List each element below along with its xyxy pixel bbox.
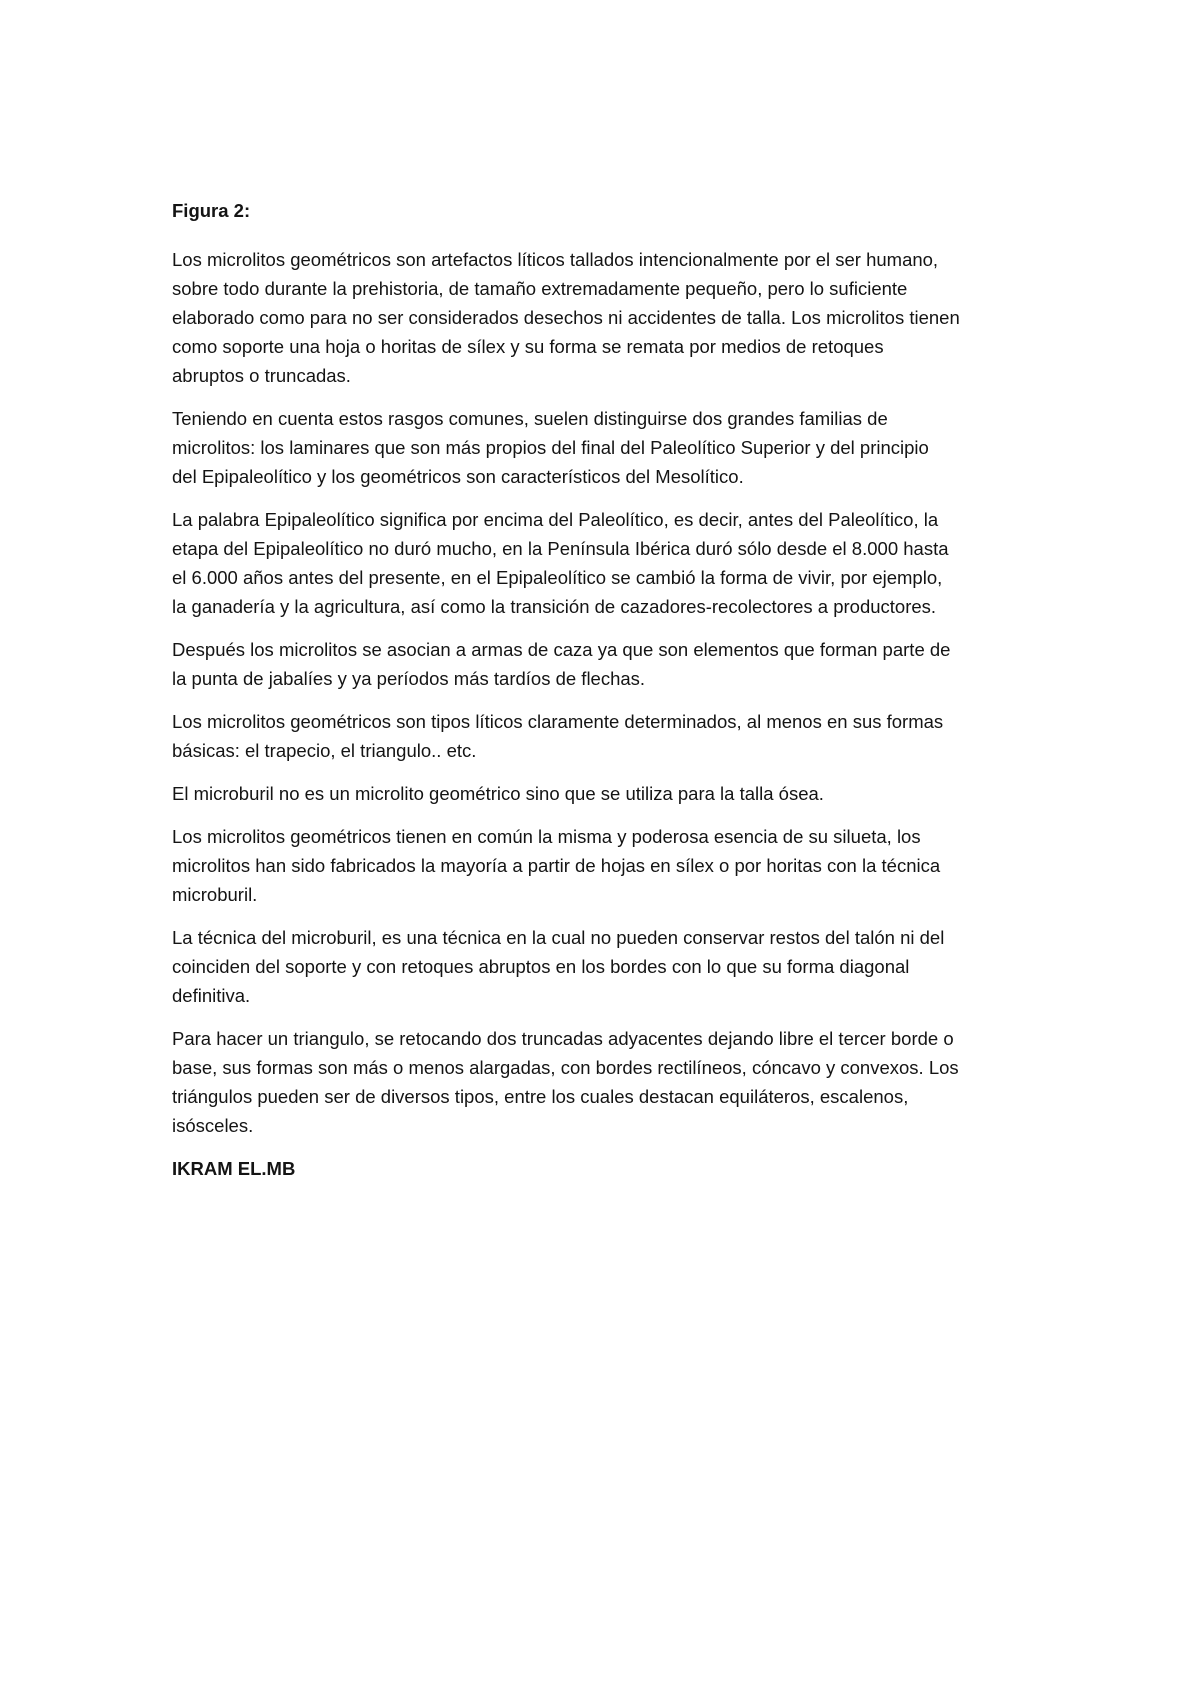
paragraph-line: La técnica del microburil, es una técnica en la cual no pueden conservar restos del talón ni del	[172, 927, 945, 948]
paragraph-line: base, sus formas son más o menos alargadas, con bordes rectilíneos, cóncavo y convexos. Los	[172, 1057, 959, 1078]
paragraph-line: coinciden del soporte y con retoques abruptos en los bordes con lo que su forma diagonal	[172, 956, 910, 977]
paragraph-line: el 6.000 años antes del presente, en el Epipaleolítico se cambió la forma de vivir, por ejemplo,	[172, 567, 943, 588]
paragraph-line: Los microlitos geométricos son tipos líticos claramente determinados, al menos en sus formas	[172, 711, 944, 732]
paragraph-line: microlitos: los laminares que son más propios del final del Paleolítico Superior y del principio	[172, 437, 929, 458]
paragraph-line: elaborado como para no ser considerados desechos ni accidentes de talla. Los microlitos tienen	[172, 307, 960, 328]
paragraph-line: microburil.	[172, 884, 258, 905]
paragraph-line: microlitos han sido fabricados la mayoría a partir de hojas en sílex o por horitas con la técnica	[172, 855, 941, 876]
paragraph-7	[172, 822, 1052, 909]
paragraph-line: Los microlitos geométricos son artefactos líticos tallados intencionalmente por el ser humano,	[172, 249, 939, 270]
paragraph-line: la punta de jabalíes y ya períodos más tardíos de flechas.	[172, 668, 646, 689]
paragraph-1	[172, 245, 1052, 390]
paragraph-4	[172, 635, 1052, 693]
paragraph-line: Los microlitos geométricos tienen en común la misma y poderosa esencia de su silueta, los	[172, 826, 921, 847]
document-body	[172, 196, 1052, 1183]
paragraph-line: isósceles.	[172, 1115, 254, 1136]
paragraph-line: definitiva.	[172, 985, 251, 1006]
paragraph-8	[172, 923, 1052, 1010]
paragraph-line: triángulos pueden ser de diversos tipos, entre los cuales destacan equiláteros, escalenos,	[172, 1086, 909, 1107]
paragraph-5	[172, 707, 1052, 765]
paragraph-line: abruptos o truncadas.	[172, 365, 351, 386]
paragraph-line: del Epipaleolítico y los geométricos son característicos del Mesolítico.	[172, 466, 744, 487]
paragraph-line: sobre todo durante la prehistoria, de tamaño extremadamente pequeño, pero lo suficiente	[172, 278, 908, 299]
paragraph-line: La palabra Epipaleolítico significa por encima del Paleolítico, es decir, antes del Paleolítico, la	[172, 509, 939, 530]
paragraph-2	[172, 404, 1052, 491]
paragraph-line: la ganadería y la agricultura, así como la transición de cazadores-recolectores a productores.	[172, 596, 937, 617]
paragraph-line: Teniendo en cuenta estos rasgos comunes, suelen distinguirse dos grandes familias de	[172, 408, 888, 429]
paragraph-line: etapa del Epipaleolítico no duró mucho, en la Península Ibérica duró sólo desde el 8.000 hasta	[172, 538, 949, 559]
author-signature: IKRAM EL.MB	[172, 1158, 296, 1179]
paragraph-line: Para hacer un triangulo, se retocando dos truncadas adyacentes dejando libre el tercer borde o	[172, 1028, 954, 1049]
paragraph-line: básicas: el trapecio, el triangulo.. etc.	[172, 740, 477, 761]
paragraph-9	[172, 1024, 1052, 1140]
paragraph-line: El microburil no es un microlito geométrico sino que se utiliza para la talla ósea.	[172, 783, 824, 804]
figure-heading: Figura 2:	[172, 200, 251, 221]
paragraph-line: como soporte una hoja o horitas de sílex y su forma se remata por medios de retoques	[172, 336, 884, 357]
paragraph-3	[172, 505, 1052, 621]
paragraph-6	[172, 779, 1052, 808]
paragraph-line: Después los microlitos se asocian a armas de caza ya que son elementos que forman parte de	[172, 639, 951, 660]
